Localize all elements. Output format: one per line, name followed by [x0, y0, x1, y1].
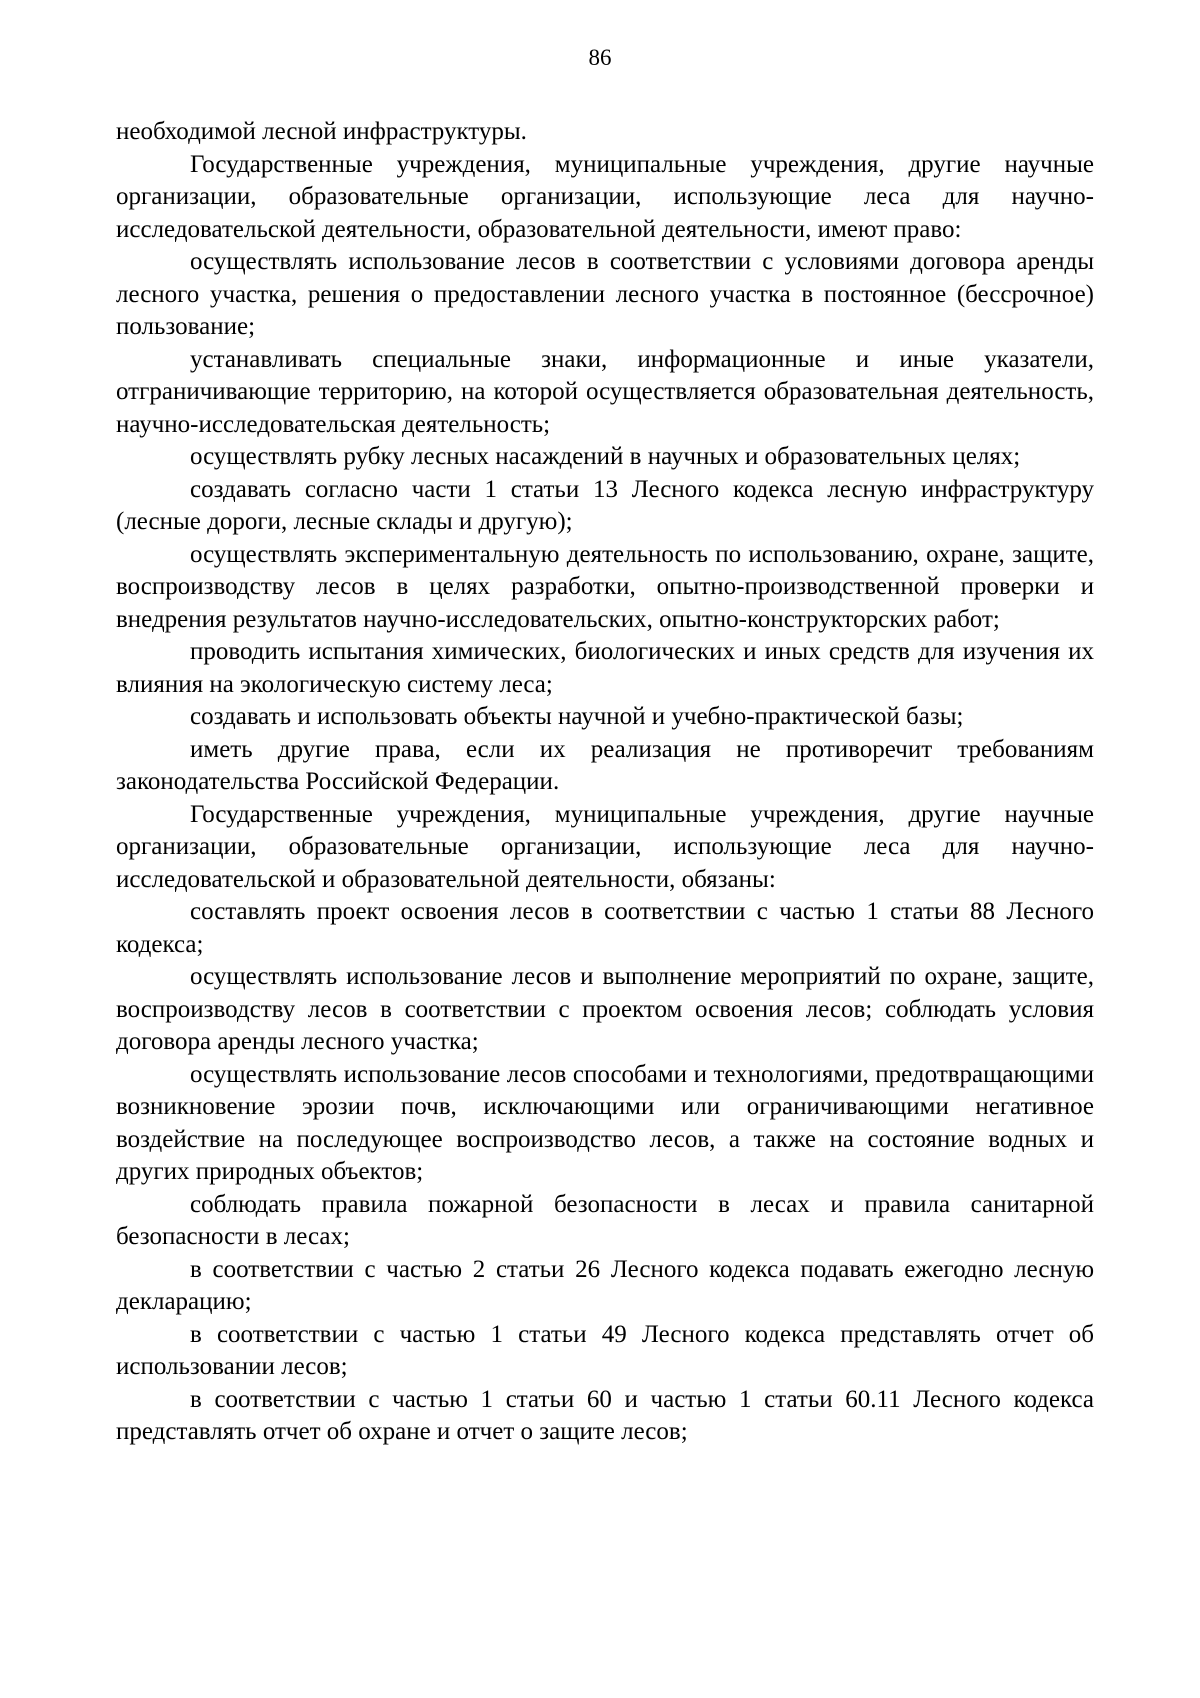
- paragraph: иметь другие права, если их реализация не противоречит требованиям законодательства Российской Федерации.: [116, 735, 1094, 795]
- paragraph: в соответствии с частью 1 статьи 60 и частью 1 статьи 60.11 Лесного кодекса представлять отчет об охране и отчет о защите лесов;: [116, 1385, 1094, 1445]
- paragraph: осуществлять рубку лесных насаждений в научных и образовательных целях;: [190, 443, 1021, 470]
- paragraph: Государственные учреждения, муниципальные учреждения, другие научные организации, образовательные организации, использующие леса для научно-исследовательской и образовательной деятельности, обязаны:: [116, 800, 1094, 893]
- paragraph: проводить испытания химических, биологических и иных средств для изучения их влияния на экологическую систему леса;: [116, 638, 1094, 698]
- paragraph: создавать и использовать объекты научной и учебно-практической базы;: [190, 703, 964, 730]
- page-number: 86: [588, 45, 612, 70]
- paragraph: составлять проект освоения лесов в соответствии с частью 1 статьи 88 Лесного кодекса;: [116, 898, 1094, 958]
- paragraph: устанавливать специальные знаки, информационные и иные указатели, отграничивающие территорию, на которой осуществляется образовательная деятельность, научно-исследовательская деятельность;: [116, 345, 1094, 438]
- paragraph: Государственные учреждения, муниципальные учреждения, другие научные организации, образовательные организации, использующие леса для научно-исследовательской деятельности, образовательной деятельности, имеют право:: [116, 150, 1094, 243]
- paragraph: в соответствии с частью 2 статьи 26 Лесного кодекса подавать ежегодно лесную декларацию;: [116, 1255, 1094, 1315]
- paragraph: осуществлять экспериментальную деятельность по использованию, охране, защите, воспроизводству лесов в целях разработки, опытно-производственной проверки и внедрения результатов научно-исследовательских, опытно-конструкторских работ;: [116, 540, 1094, 633]
- paragraph: необходимой лесной инфраструктуры.: [116, 118, 527, 145]
- paragraph: осуществлять использование лесов способами и технологиями, предотвращающими возникновение эрозии почв, исключающими или ограничивающими негативное воздействие на последующее воспроизводство лесов, а также на состояние водных и других природных объектов;: [116, 1060, 1094, 1185]
- paragraph: осуществлять использование лесов в соответствии с условиями договора аренды лесного участка, решения о предоставлении лесного участка в постоянное (бессрочное) пользование;: [116, 248, 1094, 340]
- paragraph: соблюдать правила пожарной безопасности в лесах и правила санитарной безопасности в лесах;: [116, 1190, 1094, 1250]
- paragraph: в соответствии с частью 1 статьи 49 Лесного кодекса представлять отчет об использовании лесов;: [116, 1320, 1094, 1380]
- document-body: [116, 116, 1094, 1449]
- paragraph: создавать согласно части 1 статьи 13 Лесного кодекса лесную инфраструктуру (лесные дороги, лесные склады и другую);: [116, 475, 1094, 535]
- paragraph: осуществлять использование лесов и выполнение мероприятий по охране, защите, воспроизводству лесов в соответствии с проектом освоения лесов; соблюдать условия договора аренды лесного участка;: [116, 963, 1094, 1055]
